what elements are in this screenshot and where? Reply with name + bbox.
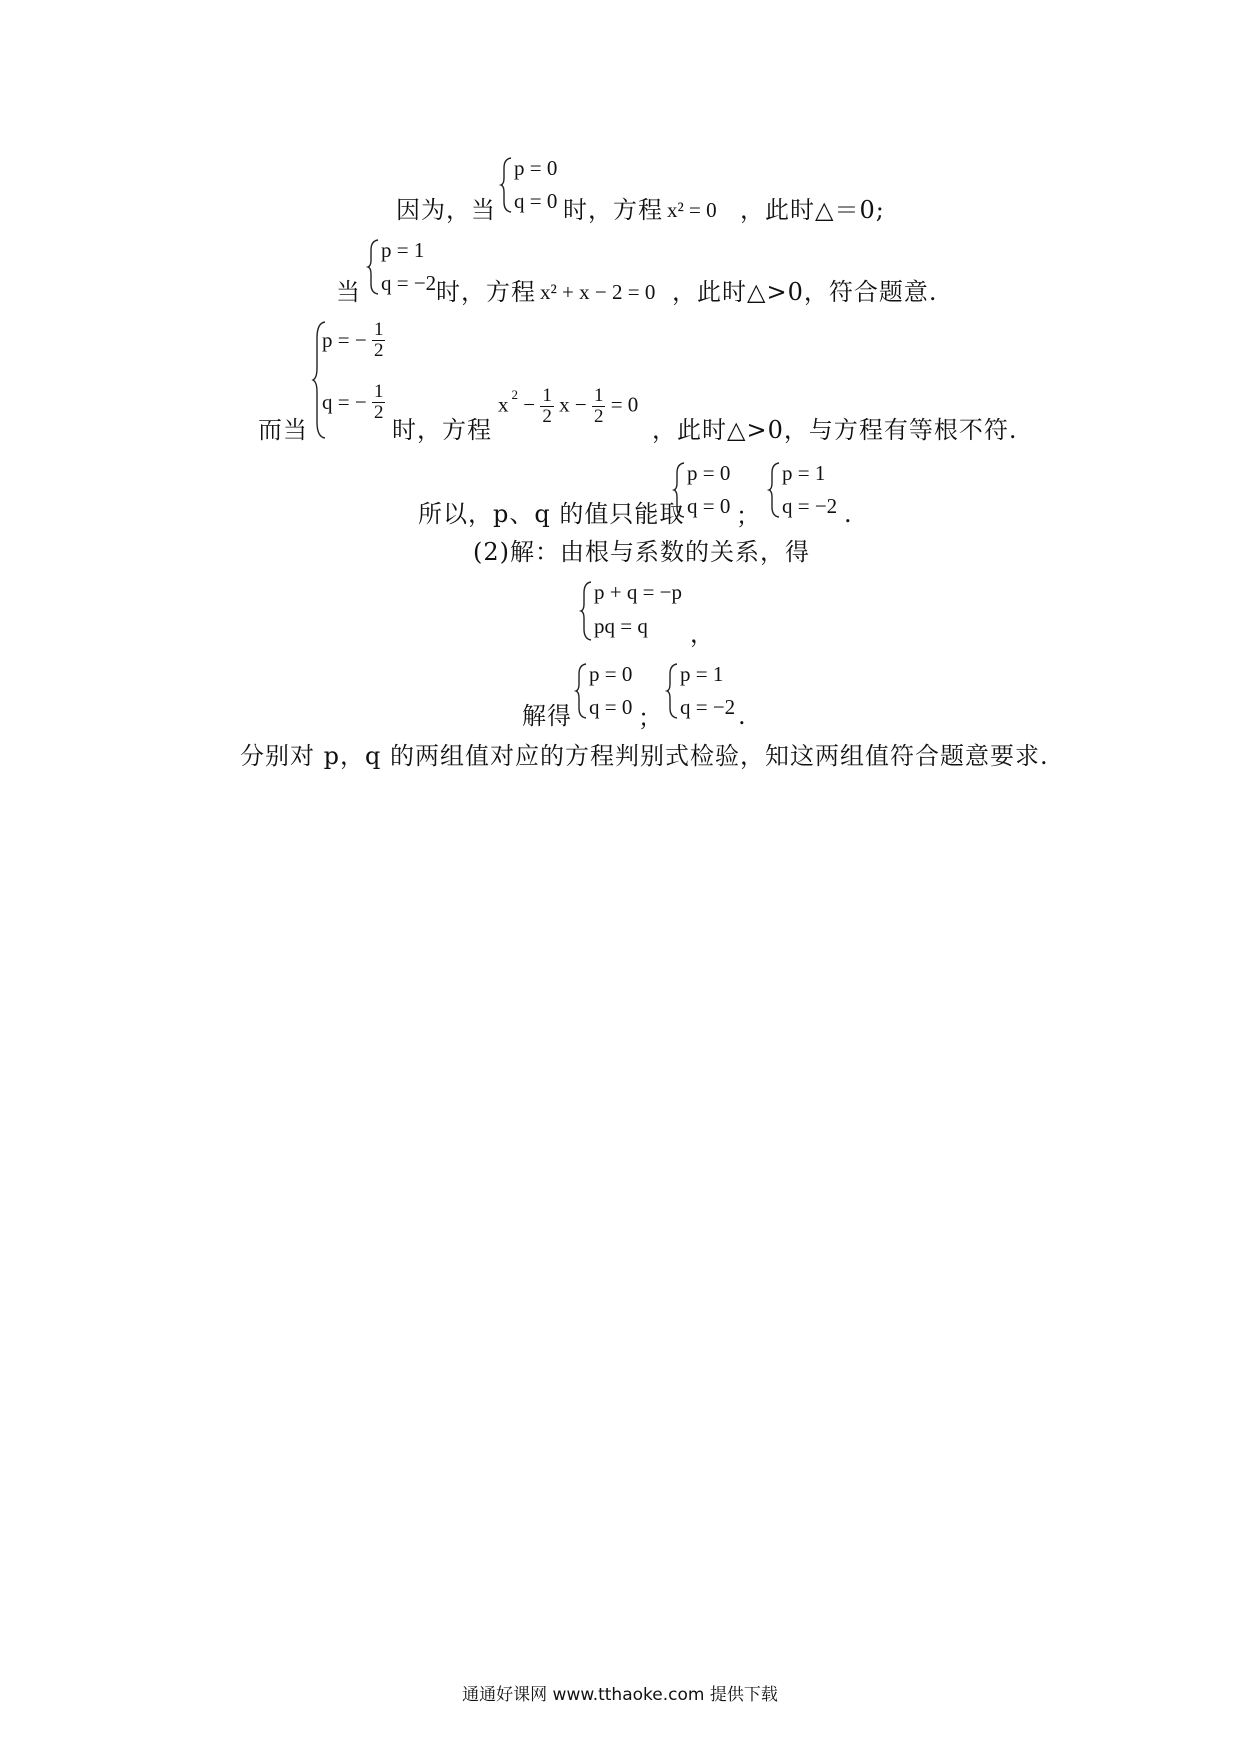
system-row: q = −2	[381, 271, 437, 295]
brace-icon	[666, 662, 680, 720]
fraction-numerator: 1	[373, 319, 384, 340]
line-1-mid: 时，方程	[563, 196, 663, 224]
footer-credit: 通通好课网 www.tthaoke.com 提供下载	[462, 1685, 778, 1705]
line-5: (2)解：由根与系数的关系，得	[473, 538, 810, 566]
line-4-prefix: 所以，p、q 的值只能取	[418, 500, 685, 528]
system-row: p = 1	[680, 662, 724, 686]
system-row: q = −2	[782, 494, 838, 518]
line-7-end: .	[738, 702, 747, 730]
line-3-suffix: ，此时△>0，与方程有等根不符.	[652, 416, 1018, 444]
system-row: p = 0	[687, 461, 731, 485]
system-row: p = 0	[589, 662, 633, 686]
line-8: 分别对 p，q 的两组值对应的方程判别式检验，知这两组值符合题意要求.	[240, 742, 1049, 770]
brace-icon	[768, 461, 782, 519]
fraction	[372, 382, 386, 423]
fraction-numerator: 1	[373, 381, 384, 402]
fraction-denominator: 2	[542, 406, 552, 427]
line-1-suffix: ，此时△＝0;	[740, 196, 885, 224]
system-row: p = 1	[782, 461, 826, 485]
system-row: p + q = −p	[594, 580, 683, 604]
p-equals-minus: p = −	[322, 328, 367, 352]
line-2-equation: x² + x − 2 = 0	[540, 280, 656, 304]
line-7-separator: ；	[638, 704, 663, 732]
line-7-prefix: 解得	[522, 702, 572, 730]
fraction-denominator: 2	[593, 406, 604, 427]
fraction	[592, 386, 606, 427]
system-row: q = −2	[680, 695, 736, 719]
eq-x-minus: x −	[559, 392, 587, 417]
eq-end: = 0	[610, 392, 639, 417]
brace-icon	[580, 580, 594, 642]
system-row: q = 0	[514, 189, 558, 213]
system-row: p = 0	[514, 156, 558, 180]
system-row: pq = q	[594, 614, 648, 638]
line-4-separator: ；	[736, 502, 761, 530]
line-3-prefix: 而当	[258, 416, 308, 444]
line-4-end: .	[844, 500, 853, 528]
line-2-suffix: ，此时△>0，符合题意.	[672, 278, 938, 306]
eq-x: x	[498, 392, 509, 417]
brace-icon	[575, 662, 589, 720]
line-1-equation: x² = 0	[667, 198, 717, 222]
system-row	[322, 382, 385, 423]
fraction-numerator: 1	[542, 385, 552, 406]
brace-icon	[500, 156, 514, 214]
fraction	[540, 386, 554, 427]
eq-superscript: 2	[511, 387, 518, 403]
q-equals-minus: q = −	[322, 390, 367, 414]
line-3-equation	[498, 386, 638, 427]
line-1-prefix: 因为，当	[396, 196, 496, 224]
fraction-denominator: 2	[373, 402, 384, 423]
fraction	[372, 320, 386, 361]
line-3-mid: 时，方程	[392, 416, 492, 444]
fraction-numerator: 1	[593, 385, 604, 406]
system-row: q = 0	[687, 494, 731, 518]
brace-icon	[367, 238, 381, 296]
system-row	[322, 320, 385, 361]
line-2-prefix: 当	[336, 278, 361, 306]
system-row: p = 1	[381, 238, 425, 262]
system-row: q = 0	[589, 695, 633, 719]
brace-icon	[673, 461, 687, 519]
eq-minus: −	[523, 392, 536, 417]
fraction-denominator: 2	[373, 340, 384, 361]
line-6-end: ，	[690, 620, 715, 648]
line-2-mid: 时，方程	[436, 278, 536, 306]
